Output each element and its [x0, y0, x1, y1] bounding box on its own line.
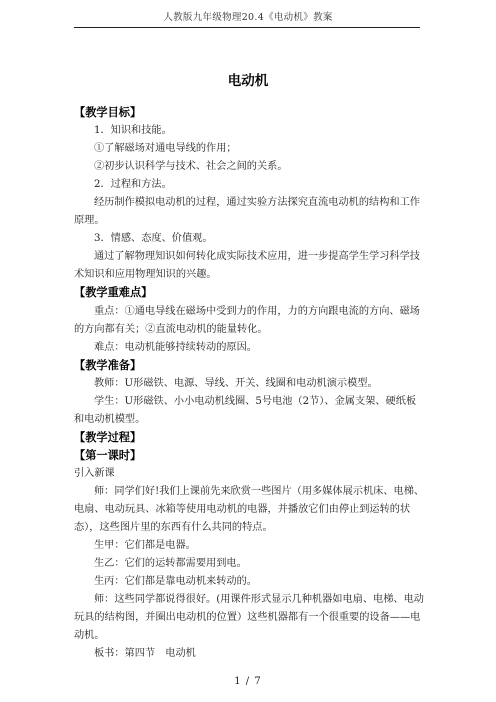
paragraph: 经历制作模拟电动机的过程，通过实验方法探究直流电动机的结构和工作原理。	[74, 197, 420, 227]
paragraph: 学生：U形磁铁、小小电动机线圈、5号电池（2节）、金属支架、硬纸板和电动机模型。	[74, 395, 417, 425]
paragraph: 教师：U形磁铁、电源、导线、开关、线圈和电动机演示模型。	[94, 377, 378, 389]
section-heading: 【第一课时】	[74, 448, 142, 462]
paragraph: 生甲：它们都是电器。	[94, 540, 196, 552]
section-heading: 【教学目标】	[74, 106, 142, 119]
paragraph: 通过了解物理知识如何转化成实际技术应用，进一步提高学生学习科学技术知识和应用物理知识的兴趣。	[74, 251, 420, 281]
paragraph: 引入新课	[74, 467, 115, 479]
paragraph: 难点：电动机能够持续转动的原因。	[94, 341, 257, 353]
paragraph: 重点：①通电导线在磁场中受到力的作用，力的方向跟电流的方向、磁场的方向都有关；②直流电动机的能量转化。	[74, 305, 420, 335]
section-heading: 【教学过程】	[74, 430, 142, 444]
paragraph: ①了解磁场对通电导线的作用；	[94, 143, 237, 155]
paragraph: 师：同学们好!我们上课前先来欣赏一些图片（用多媒体展示机床、电梯、电扇、电动玩具、冰箱等使用电动机的电器，并播放它们由停止到运转的状态），这些图片里的东西有什么共同的特点。	[74, 485, 425, 534]
paragraph: 师：这些同学都说得很好。(用课件形式显示几种机器如电扇、电梯、电动玩具的结构图，并圈出电动机的位置）这些机器都有一个很重要的设备——电动机。	[74, 594, 424, 642]
paragraph: ②初步认识科学与技术、社会之间的关系。	[94, 161, 288, 173]
page-number: 1 / 7	[234, 676, 262, 687]
paragraph: 生乙：它们的运转都需要用到电。	[94, 558, 247, 570]
document-body	[74, 104, 426, 663]
section-heading: 【教学准备】	[74, 358, 142, 372]
paragraph: 1．知识和技能。	[94, 125, 172, 137]
header-rule	[74, 27, 420, 28]
document-title: 电动机	[227, 73, 269, 89]
paragraph: 板书：第四节 电动机	[94, 648, 196, 660]
paragraph: 生丙：它们都是靠电动机来转动的。	[94, 576, 257, 588]
paragraph: 3．情感、态度、价值观。	[94, 233, 213, 245]
page-header: 人教版九年级物理20.4《电动机》教案	[163, 12, 333, 23]
paragraph: 2．过程和方法。	[94, 179, 172, 191]
section-heading: 【教学重难点】	[74, 286, 153, 300]
